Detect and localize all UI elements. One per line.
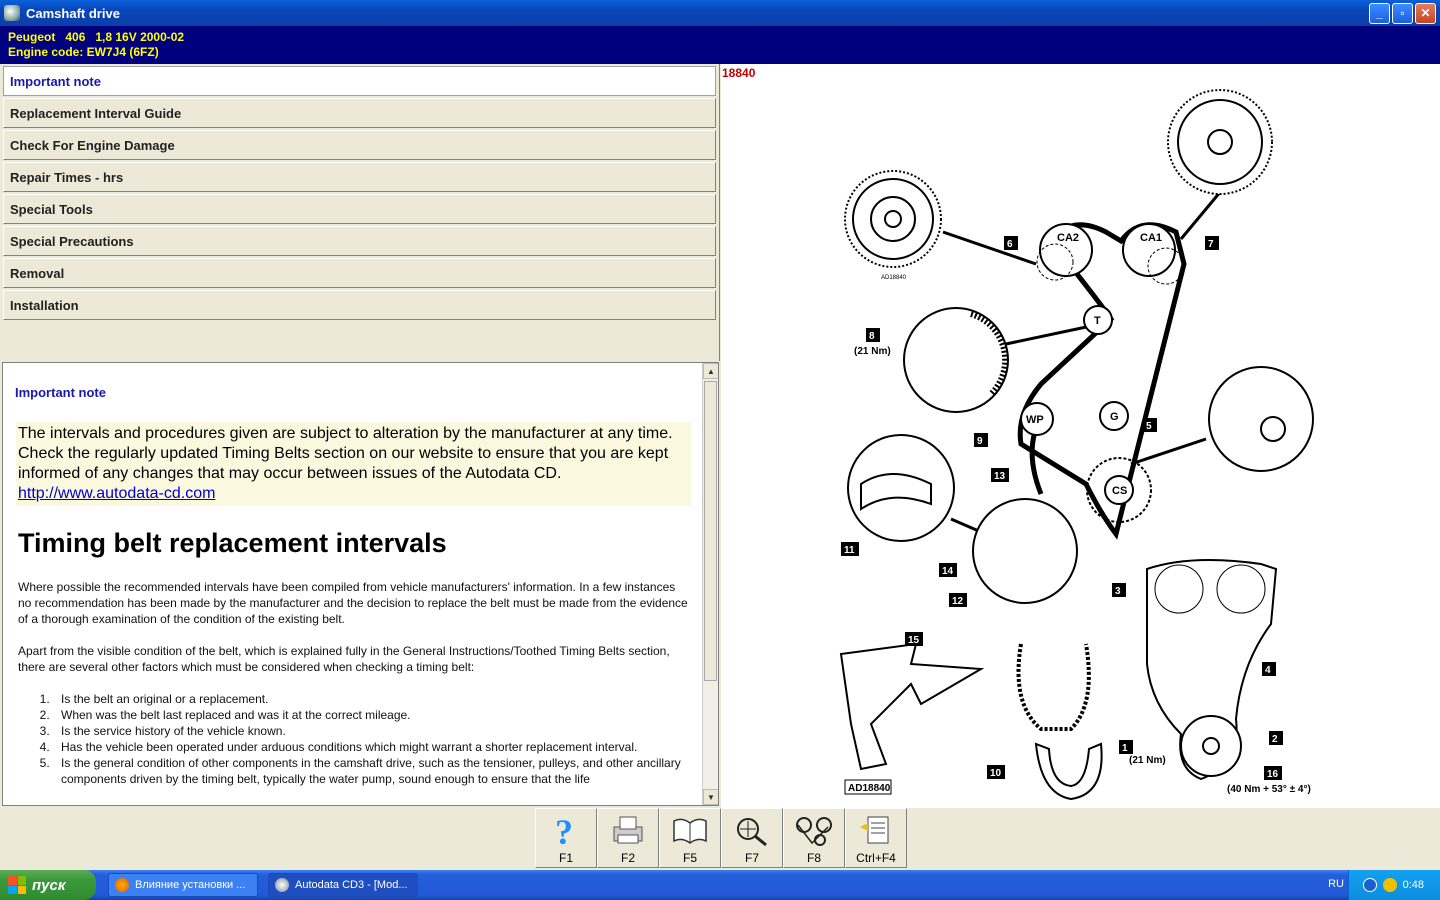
zoom-button[interactable] <box>721 808 783 868</box>
diagram-small-ref: AD18840 <box>881 275 907 281</box>
app-icon <box>4 5 20 21</box>
window-title: Camshaft drive <box>26 5 120 21</box>
start-button[interactable] <box>0 870 96 900</box>
list-item: 1. Is the belt an original or a replacement. <box>53 691 693 707</box>
close-button[interactable]: ✕ <box>1415 3 1436 24</box>
print-button-label: F2 <box>620 851 635 865</box>
start-label: пуск <box>32 876 66 894</box>
window-titlebar[interactable] <box>0 0 1440 26</box>
scroll-thumb[interactable] <box>704 381 717 681</box>
left-cam-gear-detail <box>845 171 941 281</box>
clock: 0:48 <box>1402 879 1424 891</box>
pulley-g-label: G <box>1110 411 1119 423</box>
vehicle-header <box>0 26 1440 64</box>
help-button[interactable] <box>535 808 597 868</box>
svg-text:?: ? <box>555 812 573 848</box>
system-tray <box>1348 870 1440 900</box>
menu-item-replacement-interval[interactable]: Replacement Interval Guide <box>3 98 716 128</box>
pulley-wp-label: WP <box>1026 414 1044 426</box>
taskbar-item-label: Влияние установки ... <box>135 879 246 891</box>
taskbar-item-autodata[interactable] <box>268 873 418 897</box>
pulley-ca2-label: CA2 <box>1057 232 1080 244</box>
manual-button-label: F5 <box>682 851 697 865</box>
torque-16: (40 Nm + 53° ± 4°) <box>1227 784 1311 795</box>
windows-taskbar <box>0 870 1440 900</box>
printer-icon <box>608 812 648 848</box>
tray-arrow-icon[interactable] <box>1363 878 1377 892</box>
callout-1: 1 <box>1122 743 1128 754</box>
section-menu <box>0 64 720 361</box>
torque-8: (21 Nm) <box>854 346 891 357</box>
language-indicator[interactable]: RU <box>1328 878 1344 890</box>
pulley-ca1-label: CA1 <box>1140 232 1163 244</box>
pulley-cs-label: CS <box>1112 485 1128 497</box>
callout-10: 10 <box>990 768 1002 779</box>
belt-icon <box>794 812 834 848</box>
taskbar-item-label: Autodata CD3 - [Mod... <box>295 879 408 891</box>
autodata-link[interactable]: http://www.autodata-cd.com <box>18 485 216 502</box>
help-button-label: F1 <box>558 851 573 865</box>
section-title: Timing belt replacement intervals <box>18 528 447 558</box>
function-toolbar <box>0 808 1440 870</box>
scroll-up-icon[interactable]: ▲ <box>703 363 719 379</box>
scroll-down-icon[interactable]: ▼ <box>703 789 719 805</box>
diagram-svg <box>721 64 1440 808</box>
callout-9: 9 <box>977 436 983 447</box>
callout-8: 8 <box>869 331 875 342</box>
diagram-ref: 18840 <box>722 66 756 80</box>
callout-11: 11 <box>844 545 855 556</box>
callout-16: 16 <box>1267 769 1279 780</box>
belt-button-label: F8 <box>806 851 821 865</box>
vehicle-model: Peugeot 406 1,8 16V 2000-02 <box>8 30 185 44</box>
menu-item-repair-times[interactable]: Repair Times - hrs <box>3 162 716 192</box>
content-pane[interactable] <box>2 362 719 806</box>
paragraph-2: Apart from the visible condition of the belt, which is explained fully in the General Instructions/Toothed Timing Belts section, there are several other factors which must be considered when checking a timing belt: <box>18 644 670 674</box>
menu-item-special-tools[interactable]: Special Tools <box>3 194 716 224</box>
minimize-button[interactable]: _ <box>1369 3 1390 24</box>
callout-2: 2 <box>1272 734 1278 745</box>
menu-item-important-note[interactable]: Important note <box>3 66 716 96</box>
callout-4: 4 <box>1265 665 1271 676</box>
timing-belt-diagram <box>721 64 1440 808</box>
note-line-1: The intervals and procedures given are subject to alteration by the manufacturer at any time. <box>18 425 673 442</box>
checks-list <box>53 691 693 787</box>
callout-12: 12 <box>952 596 964 607</box>
close-document-button[interactable] <box>845 808 907 868</box>
important-note-box <box>16 422 691 506</box>
list-item: 2. When was the belt last replaced and was it at the correct mileage. <box>53 707 693 723</box>
pulley-t-label: T <box>1094 315 1101 327</box>
callout-3: 3 <box>1115 586 1121 597</box>
list-item: 3. Is the service history of the vehicle known. <box>53 723 693 739</box>
firefox-icon <box>115 878 129 892</box>
windows-logo-icon <box>8 876 26 894</box>
list-item: 4. Has the vehicle been operated under arduous conditions which might warrant a shorter replacement interval. <box>53 739 693 755</box>
manual-button[interactable] <box>659 808 721 868</box>
menu-item-installation[interactable]: Installation <box>3 290 716 320</box>
engine-code: Engine code: EW7J4 (6FZ) <box>8 45 159 59</box>
callout-14: 14 <box>942 566 954 577</box>
belt-diagram-button[interactable] <box>783 808 845 868</box>
close-document-label: Ctrl+F4 <box>856 851 896 865</box>
list-item: 5. Is the general condition of other components in the camshaft drive, such as the tensioner, pulleys, and other ancillary components driven by the timing belt, typically the water pump, sound enough to ensure that the life <box>53 755 693 787</box>
print-button[interactable] <box>597 808 659 868</box>
taskbar-item-browser[interactable] <box>108 873 258 897</box>
maximize-button[interactable]: ▫ <box>1392 3 1413 24</box>
callout-15: 15 <box>908 635 920 646</box>
vertical-scrollbar[interactable] <box>702 363 718 805</box>
menu-item-engine-damage[interactable]: Check For Engine Damage <box>3 130 716 160</box>
callout-6: 6 <box>1007 239 1013 250</box>
tray-app-icon[interactable] <box>1383 878 1397 892</box>
help-icon <box>546 812 586 848</box>
diagram-badge: AD18840 <box>848 783 891 794</box>
menu-item-special-precautions[interactable]: Special Precautions <box>3 226 716 256</box>
callout-5: 5 <box>1146 421 1152 432</box>
note-line-2: Check the regularly updated Timing Belts section on our website to ensure that you are kept informed of any changes that may occur between issues of the Autodata CD. <box>18 445 669 482</box>
callout-13: 13 <box>994 471 1006 482</box>
book-icon <box>670 812 710 848</box>
callout-7: 7 <box>1208 239 1214 250</box>
zoom-icon <box>732 812 772 848</box>
torque-1: (21 Nm) <box>1129 755 1166 766</box>
menu-item-removal[interactable]: Removal <box>3 258 716 288</box>
note-heading: Important note <box>15 385 106 400</box>
document-icon <box>856 812 896 848</box>
right-cam-gear-detail <box>1168 90 1272 194</box>
zoom-button-label: F7 <box>744 851 759 865</box>
paragraph-1: Where possible the recommended intervals have been compiled from vehicle manufacturers' information. In a few instances no recommendation has been made by the manufacturer and the decision to replace the belt must be made from the evidence of a thorough examination of the condition of the existing belt. <box>18 580 688 626</box>
autodata-icon <box>275 878 289 892</box>
